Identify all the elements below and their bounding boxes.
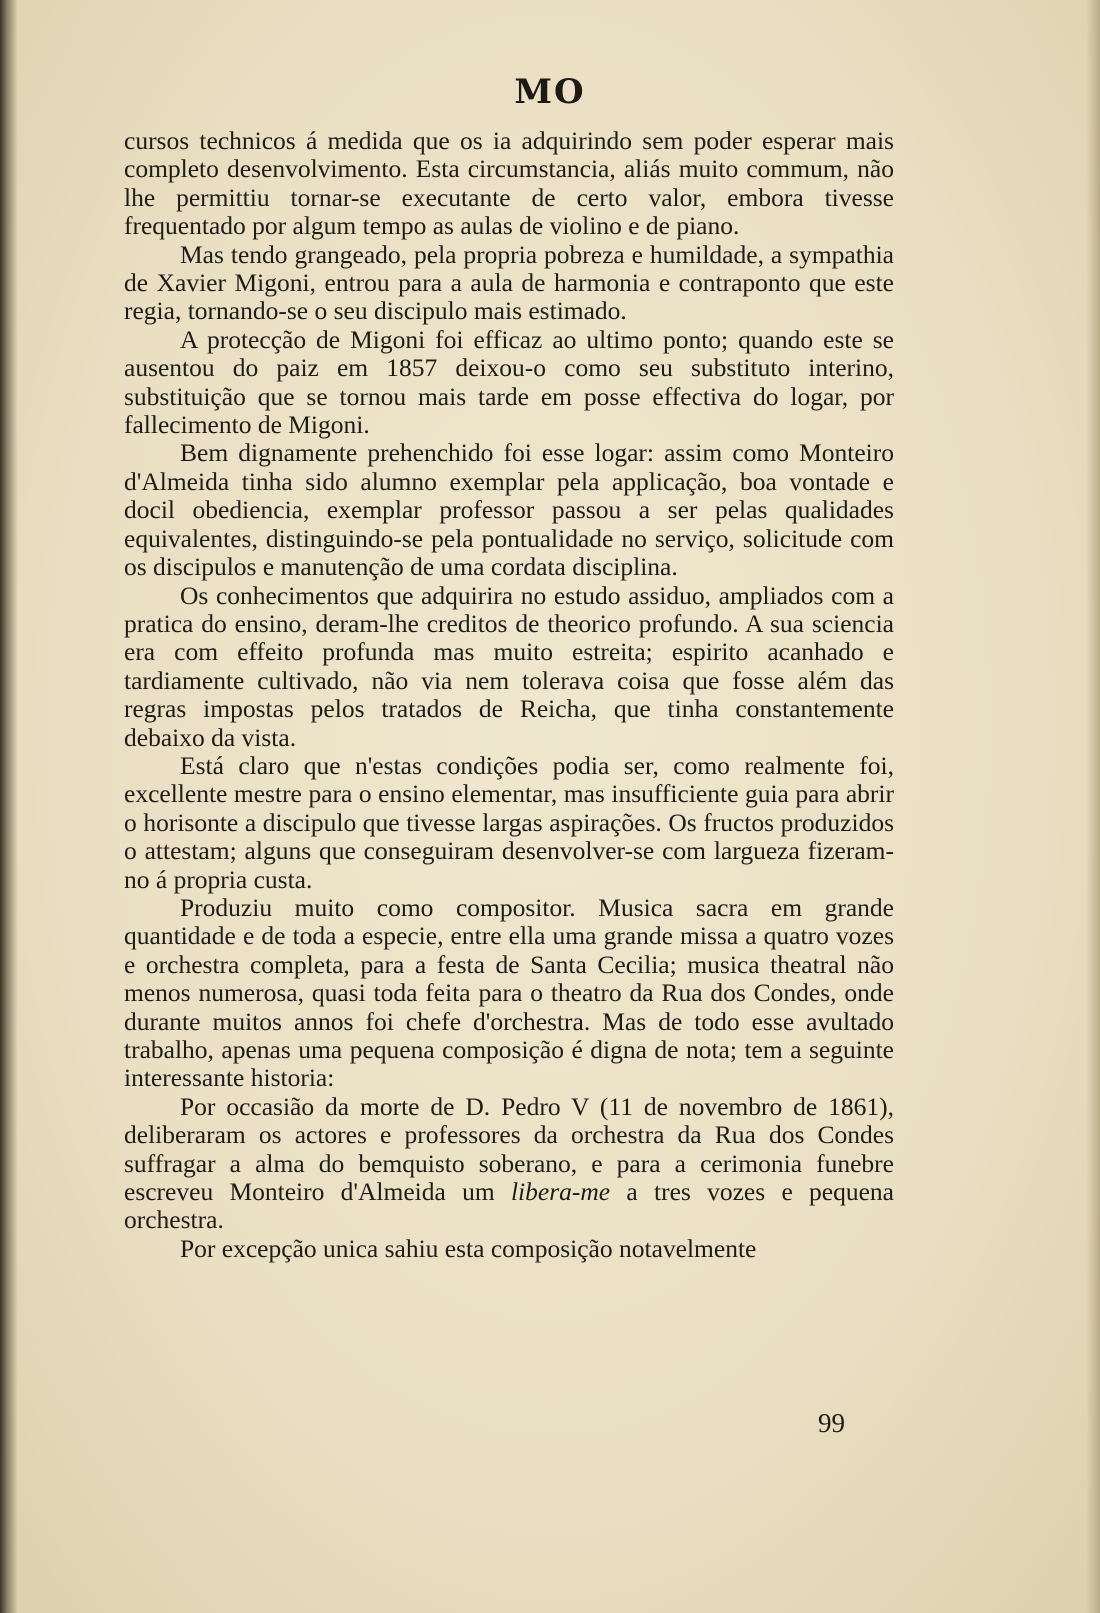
body-text [124, 127, 894, 1263]
paragraph: A protecção de Migoni foi efficaz ao ultimo ponto; quando este se ausentou do paiz em 1857 deixou-o como seu substituto interino, substituição que se tornou mais tarde em posse effectiva do logar, por fallecimento de Migoni. [124, 324, 894, 440]
paragraph: cursos technicos á medida que os ia adquirindo sem poder esperar mais completo desenvolvimento. Esta circumstancia, aliás muito commum, não lhe permittiu tornar-se executante de certo valor, embora tivesse frequentado por algum tempo as aulas de violino e de piano. [124, 126, 894, 241]
italic-title: libera-me [510, 1177, 611, 1207]
paragraph: Produziu muito como compositor. Musica sacra em grande quantidade e de toda a especie, entre ella uma grande missa a quatro vozes e orchestra completa, para a festa de Santa Cecilia; musica theatral não menos numerosa, quasi toda feita para o theatro da Rua dos Condes, onde durante muitos annos foi chefe d'orchestra. Mas de todo esse avultado trabalho, apenas uma pequena composição é digna de nota; tem a seguinte interessante historia: [124, 892, 894, 1093]
paragraph: Está claro que n'estas condições podia ser, como realmente foi, excellente mestre para o ensino elementar, mas insufficiente guia para abrir o horisonte a discipulo que tivesse largas aspirações. Os fructos produzidos o attestam; alguns que conseguiram desenvolver-se com largueza fizeram-no á propria custa. [124, 750, 894, 894]
paragraph: Por excepção unica sahiu esta composição notavelmente [180, 1233, 757, 1263]
paragraph [124, 1093, 894, 1235]
paragraph: Bem dignamente prehenchido foi esse logar: assim como Monteiro d'Almeida tinha sido alumno exemplar pela applicação, boa vontade e docil obediencia, exemplar professor passou a ser pelas qualidades equivalentes, distinguindo-se pela pontualidade no serviço, solicitude com os discipulos e manutenção de uma cordata disciplina. [124, 438, 894, 582]
paragraph: Os conhecimentos que adquirira no estudo assiduo, ampliados com a pratica do ensino, deram-lhe creditos de theorico profundo. A sua sciencia era com effeito profunda mas muito estreita; espirito acanhado e tardiamente cultivado, não via nem tolerava coisa que fosse além das regras impostas pelos tratados de Reicha, que tinha constantemente debaixo da vista. [124, 580, 894, 752]
paragraph: Mas tendo grangeado, pela propria pobreza e humildade, a sympathia de Xavier Migoni, entrou para a aula de harmonia e contraponto que este regia, tornando-se o seu discipulo mais estimado. [124, 239, 894, 326]
page-number: 99 [818, 1408, 845, 1438]
paragraph-text: Por occasião da morte de D. Pedro V (11 de novembro de 1861), deliberaram os actores e professores da orchestra da Rua dos Condes suffragar a alma do bemquisto soberano, e para a cerimonia funebre escreveu Monteiro d'Almeida um [124, 1091, 894, 1207]
running-head: MO [514, 72, 586, 112]
paragraph-text: a tres vozes e pequena orchestra. [124, 1177, 895, 1235]
